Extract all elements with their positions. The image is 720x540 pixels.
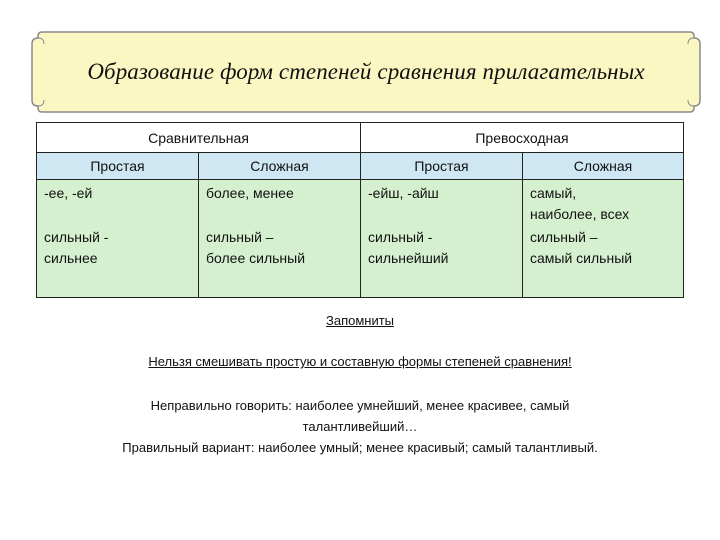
rule-text: Нельзя смешивать простую и составную формы степеней сравнения! [148, 354, 572, 369]
remember-heading: Запомниты [325, 313, 395, 328]
subheader-superlative-simple: Простая [361, 152, 522, 179]
cell-comparative-simple [37, 179, 198, 297]
cell-example-line-2: сильнейший [368, 250, 449, 266]
cell-example-line-1: сильный – [206, 229, 274, 245]
cell-example-line-1: сильный – [530, 229, 598, 245]
group-header-superlative: Превосходная [361, 123, 683, 152]
title-banner [30, 30, 702, 114]
cell-example-line-2: сильнее [44, 250, 98, 266]
group-header-comparative: Сравнительная [37, 123, 360, 152]
cell-superlative-compound [523, 179, 683, 297]
cell-example-line-1: сильный - [368, 229, 433, 245]
wrong-usage-line-2: талантливейший… [302, 419, 418, 434]
subheader-comparative-compound: Сложная [199, 152, 360, 179]
page-title: Образование форм степеней сравнения прилагательных [87, 59, 645, 84]
cell-example-line-2: более сильный [206, 250, 306, 266]
wrong-usage-line-1: Неправильно говорить: наиболее умнейший, менее красивее, самый [150, 398, 570, 413]
table-divider [198, 152, 199, 297]
subheader-comparative-simple: Простая [37, 152, 198, 179]
cell-endings-line-2: наиболее, всех [530, 206, 630, 222]
table-divider [360, 123, 361, 297]
comparison-table [36, 122, 684, 298]
subheader-superlative-compound: Сложная [523, 152, 683, 179]
cell-example-line-1: сильный - [44, 229, 109, 245]
cell-endings-line-1: самый, [530, 185, 577, 201]
cell-comparative-compound [199, 179, 360, 297]
correct-usage: Правильный вариант: наиболее умный; менее красивый; самый талантливый. [122, 440, 598, 455]
cell-endings: более, менее [206, 185, 294, 201]
table-divider [522, 152, 523, 297]
cell-superlative-simple [361, 179, 522, 297]
cell-endings: -ее, -ей [44, 185, 93, 201]
cell-endings: -ейш, -айш [368, 185, 439, 201]
cell-example-line-2: самый сильный [530, 250, 633, 266]
